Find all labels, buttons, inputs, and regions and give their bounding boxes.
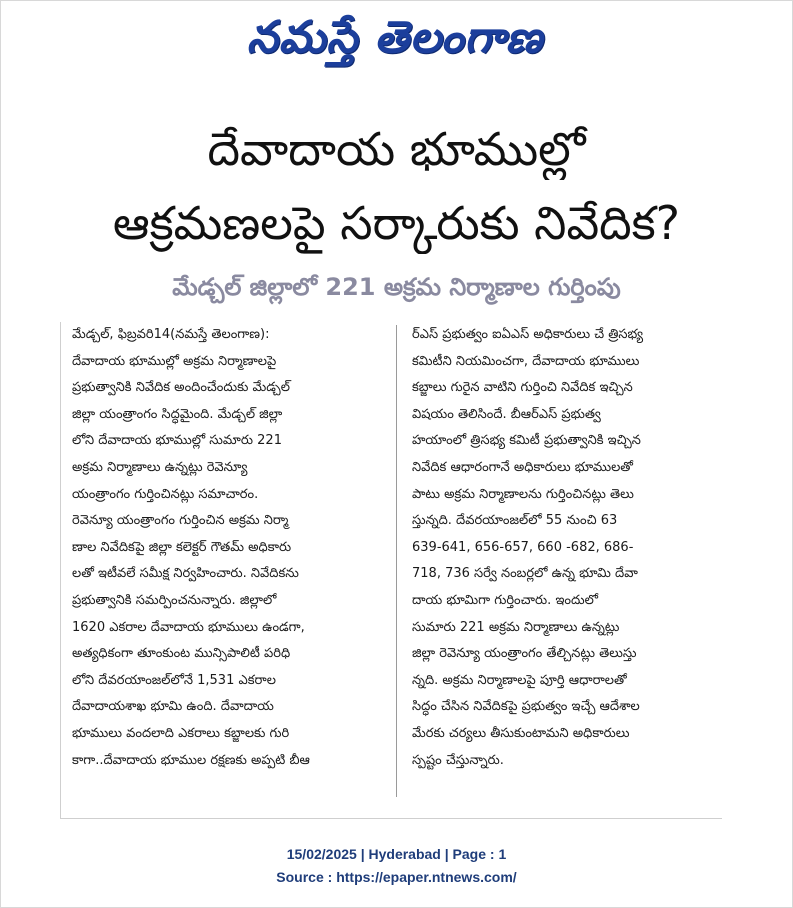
article-text-line: కాగా..దేవాదాయ భూముల రక్షణకు అప్పటి బీఆ xyxy=(72,752,310,768)
article-text-line: అక్రమ నిర్మాణాలు ఉన్నట్లు రెవెన్యూ xyxy=(72,459,248,475)
article-text-line: ప్రభుత్వానికి సమర్పించనున్నారు. జిల్లాలో xyxy=(72,592,277,608)
sub-headline: మేడ్చల్ జిల్లాలో 221 అక్రమ నిర్మాణాల గుర్తింపు xyxy=(172,273,621,301)
article-text-line: నివేదిక ఆధారంగానే అధికారులు భూములతో xyxy=(412,459,633,475)
article-text-line: యంత్రాంగం గుర్తించినట్లు సమాచారం. xyxy=(72,486,259,502)
article-text-line: దాయ భూమిగా గుర్తించారు. ఇందులో xyxy=(412,592,599,608)
footer-source: Source : https://epaper.ntnews.com/ xyxy=(276,869,517,885)
article-text-line: కమిటీని నియమించగా, దేవాదాయ భూములు xyxy=(412,353,640,369)
footer-date-location: 15/02/2025 | Hyderabad | Page : 1 xyxy=(286,846,507,862)
article-text-line: జిల్లా రెవెన్యూ యంత్రాంగం తేల్చినట్లు తెలుస్తు xyxy=(412,646,637,662)
article-text-line: 639-641, 656-657, 660 -682, 686- xyxy=(412,539,634,555)
article-text-line: లోని దేవరయాంజల్‌లోనే 1,531 ఎకరాల xyxy=(72,672,276,688)
article-text-line: దేవాదాయశాఖ భూమి ఉంది. దేవాదాయ xyxy=(72,699,274,715)
headline-line-1: దేవాదాయ భూముల్లో xyxy=(207,122,586,176)
article-text-line: ణాల నివేదికపై జిల్లా కలెక్టర్ గౌతమ్ అధికారు xyxy=(72,539,292,555)
article-left-column xyxy=(72,322,378,774)
article-text-line: స్తున్నది. దేవరయాంజల్‌లో 55 నుంచి 63 xyxy=(412,513,618,529)
article-text-line: దేవాదాయ భూముల్లో అక్రమ నిర్మాణాలపై xyxy=(72,353,277,369)
article-text-line: 718, 736 సర్వే నంబర్లలో ఉన్న భూమి దేవా xyxy=(412,566,638,582)
article-text-line: సిద్ధం చేసిన నివేదికపై ప్రభుత్వం ఇచ్చే ఆదేశాల xyxy=(412,699,640,715)
headline-line-2: ఆక్రమణలపై సర్కారుకు నివేదిక? xyxy=(112,196,681,250)
article-text-line: పాటు అక్రమ నిర్మాణాలను గుర్తించినట్లు తెలు xyxy=(412,486,634,502)
article-text-line: రెవెన్యూ యంత్రాంగం గుర్తించిన అక్రమ నిర్మా xyxy=(72,513,289,529)
article-text-line: సుమారు 221 అక్రమ నిర్మాణాలు ఉన్నట్లు xyxy=(412,619,620,635)
newspaper-masthead: నమస్తే తెలంగాణ xyxy=(246,12,544,63)
left-rule xyxy=(60,322,61,818)
article-text-line: స్పష్టం చేస్తున్నారు. xyxy=(412,752,504,768)
bottom-rule xyxy=(60,818,722,819)
article-text-line: లతో ఇటీవలే సమీక్ష నిర్వహించారు. నివేదికను xyxy=(72,566,299,582)
article-text-line: జిల్లా యంత్రాంగం సిద్ధమైంది. మేడ్చల్ జిల్లా xyxy=(72,406,283,422)
article-text-line: న్నది. అక్రమ నిర్మాణాలపై పూర్తి ఆధారాలతో xyxy=(412,672,627,688)
article-text-line: ప్రభుత్వానికి నివేదిక అందించేందుకు మేడ్చల్ xyxy=(72,380,290,396)
article-text-line: మేడ్చల్, ఫిబ్రవరి14(నమస్తే తెలంగాణ): xyxy=(72,327,270,342)
article-text-line: 1620 ఎకరాల దేవాదాయ భూములు ఉండగా, xyxy=(72,619,305,635)
article-text-line: మేరకు చర్యలు తీసుకుంటామని అధికారులు xyxy=(412,725,630,741)
article-text-line: విషయం తెలిసిందే. బీఆర్ఎస్ ప్రభుత్వ xyxy=(412,406,601,422)
article-text-line: కబ్జాలు గురైన వాటిని గుర్తించి నివేదిక ఇచ్చిన xyxy=(412,380,633,396)
column-separator xyxy=(396,325,397,797)
article-text-line: అత్యధికంగా తూంకుంట మున్సిపాలిటీ పరిధి xyxy=(72,646,291,662)
article-text-line: లోని దేవాదాయ భూముల్లో సుమారు 221 xyxy=(72,433,282,449)
article-text-line: భూములు వందలాది ఎకరాలు కబ్జాలకు గురి xyxy=(72,725,290,741)
article-text-line: హయాంలో త్రిసభ్య కమిటీ ప్రభుత్వానికి ఇచ్చిన xyxy=(412,433,641,449)
article-text-line: ర్ఎస్ ప్రభుత్వం ఐఏఎస్ అధికారులు చే త్రిసభ్య xyxy=(412,327,644,342)
article-right-column xyxy=(412,322,718,774)
